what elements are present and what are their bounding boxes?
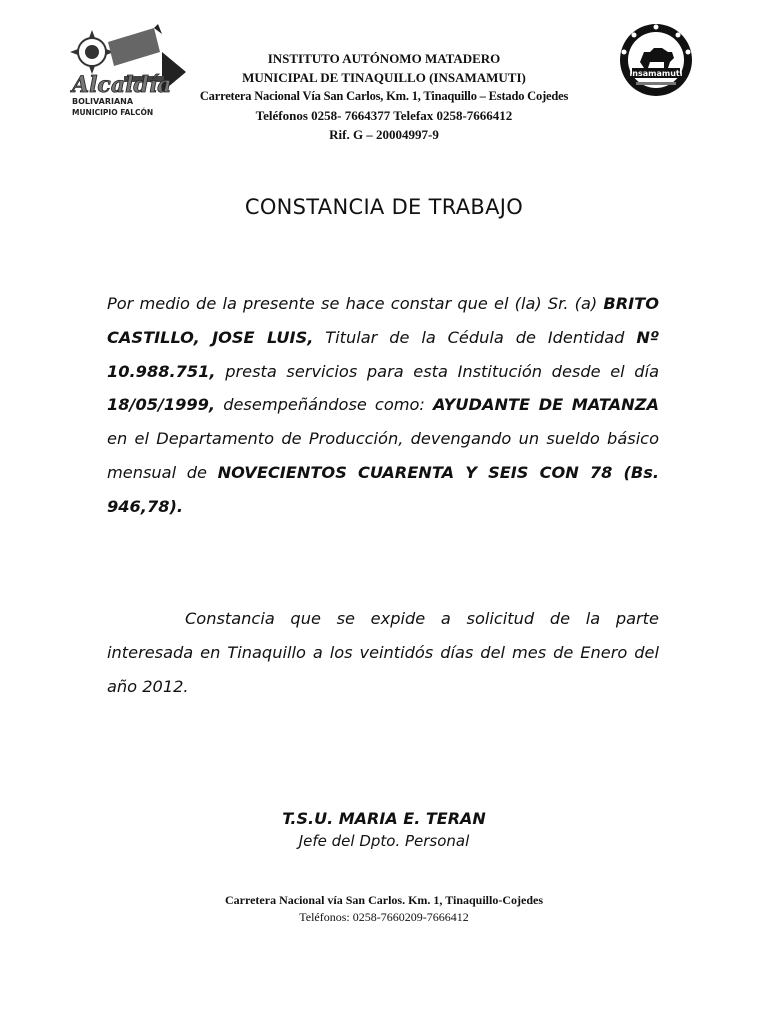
- page-footer: [0, 892, 768, 926]
- institution-address: Carretera Nacional Vía San Carlos, Km. 1, Tinaquillo – Estado Cojedes: [199, 89, 569, 103]
- body-text-e: en el Departamento de Producción, devengando un sueldo básico mensual de: [107, 429, 659, 482]
- body-text-b: Titular de la Cédula de Identidad: [313, 327, 637, 347]
- body-text-d: desempeñándose como:: [215, 395, 433, 415]
- body-text-a: Por medio de la presente se hace constar que el (la) Sr. (a): [107, 294, 604, 313]
- signatory-name: T.S.U. MARIA E. TERAN: [282, 809, 486, 828]
- insamamuti-seal: [618, 22, 694, 102]
- document-title: CONSTANCIA DE TRABAJO: [244, 195, 524, 219]
- body-text-c: presta servicios para esta Institución desde el día: [215, 361, 659, 381]
- footer-address: Carretera Nacional vía San Carlos. Km. 1, Tinaquillo-Cojedes: [225, 893, 543, 907]
- signatory-role: Jefe del Dpto. Personal: [298, 832, 470, 850]
- institution-name: INSTITUTO AUTÓNOMO MATADERO: [267, 51, 501, 66]
- employee-name: BRITO CASTILLO, JOSE LUIS,: [107, 294, 659, 347]
- job-position: AYUDANTE DE MATANZA: [432, 395, 659, 415]
- institution-phones: Teléfonos 0258- 7664377 Telefax 0258-7666412: [255, 108, 513, 123]
- institution-subname: MUNICIPAL DE TINAQUILLO (INSAMAMUTI): [242, 70, 526, 85]
- salary: NOVECIENTOS CUARENTA Y SEIS CON 78 (Bs. 946,78).: [107, 462, 660, 516]
- insamamuti-seal-text: insamamuti: [629, 69, 683, 78]
- alcaldia-logo-text: Alcaldía: [72, 72, 172, 98]
- institution-rif: Rif. G – 20004997-9: [329, 127, 439, 142]
- alcaldia-logo-sub2: MUNICIPIO FALCÓN: [72, 108, 154, 117]
- body-paragraph-2: Constancia que se expide a solicitud de la parte interesada en Tinaquillo a los veintidós días del mes de Enero del año 2012.: [107, 609, 659, 696]
- letterhead: [150, 49, 618, 144]
- footer-phones: Teléfonos: 0258-7660209-7666412: [299, 910, 469, 924]
- start-date: 18/05/1999,: [107, 395, 216, 415]
- employee-cedula: Nº 10.988.751,: [107, 327, 659, 381]
- body-paragraph-1: [107, 287, 659, 524]
- alcaldia-logo-sub1: BOLIVARIANA: [72, 97, 134, 106]
